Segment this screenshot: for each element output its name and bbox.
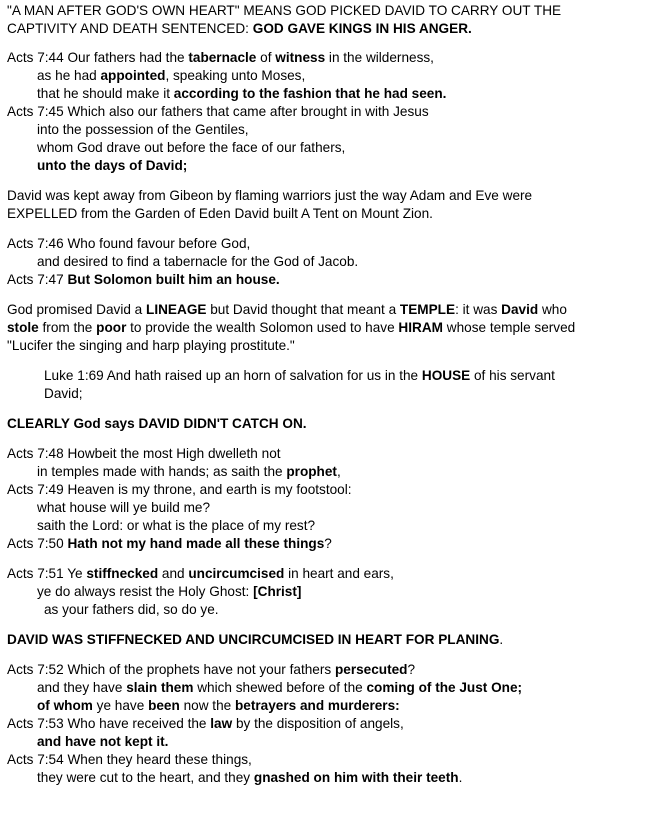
verse-emphasis: [Christ] [253,584,302,599]
verse-emphasis: stiffnecked [86,566,159,581]
verse-acts-7-44 [7,49,647,67]
intro-emphasis: GOD GAVE KINGS IN HIS ANGER. [252,21,472,36]
verse-text: Acts 7:48 Howbeit the most High dwelleth not [7,446,281,461]
verse-text: David; [44,386,83,401]
verse-text: ye do always resist the Holy Ghost: [37,584,254,599]
verse-text: Acts 7:54 When they heard these things, [7,752,252,767]
verse-emphasis: Hath not my hand made all these things [67,536,325,551]
verse-continuation [7,139,647,157]
commentary-emphasis: poor [96,320,127,335]
verse-text: Acts 7:50 [7,536,68,551]
verse-emphasis: unto the days of David; [37,158,188,173]
verse-emphasis: been [148,698,180,713]
verse-text: which shewed before of the [193,680,367,695]
commentary-lineage-line-3 [7,337,647,355]
verse-acts-7-46 [7,235,647,253]
verse-emphasis: law [210,716,233,731]
verse-acts-7-48 [7,445,647,463]
verse-continuation [7,85,647,103]
commentary-gibeon-line-2 [7,205,647,223]
commentary-text: whose temple served [442,320,576,335]
verse-text: , speaking unto Moses, [165,68,306,83]
verse-text: of [256,50,276,65]
heading-text: DAVID WAS STIFFNECKED AND UNCIRCUMCISED IN HEART FOR PLANING [7,632,500,647]
heading-text: CLEARLY God says DAVID DIDN'T CATCH ON. [7,416,307,431]
intro-text: CAPTIVITY AND DEATH SENTENCED: [7,21,253,36]
verse-text: Acts 7:44 Our fathers had the [7,50,189,65]
commentary-text: from the [38,320,97,335]
verse-continuation [7,463,647,481]
verse-text: in the wilderness, [325,50,434,65]
verse-text: and desired to find a tabernacle for the God of Jacob. [37,254,359,269]
verse-continuation [7,733,647,751]
verse-continuation [7,769,647,787]
verse-emphasis: uncircumcised [188,566,285,581]
verse-text: Acts 7:51 Ye [7,566,87,581]
verse-emphasis: tabernacle [188,50,257,65]
verse-emphasis: coming of the Just One; [366,680,523,695]
verse-emphasis: witness [275,50,326,65]
verse-text: Acts 7:47 [7,272,68,287]
intro-line-2 [7,20,647,38]
verse-emphasis: according to the fashion that he had seen. [173,86,447,101]
verse-text: Acts 7:53 Who have received the [7,716,211,731]
intro-line-1 [7,2,647,20]
commentary-emphasis: TEMPLE [399,302,456,317]
verse-continuation [7,679,647,697]
commentary-text: but David thought that meant a [206,302,400,317]
verse-acts-7-52 [7,661,647,679]
verse-text: into the possession of the Gentiles, [37,122,249,137]
verse-continuation [7,67,647,85]
verse-continuation [7,517,647,535]
verse-text: and [158,566,189,581]
verse-acts-7-45 [7,103,647,121]
verse-text: . [458,770,463,785]
commentary-text: God promised David a [7,302,147,317]
verse-text: in temples made with hands; as saith the [37,464,287,479]
commentary-text: to provide the wealth Solomon used to have [126,320,399,335]
verse-text: saith the Lord: or what is the place of my rest? [37,518,316,533]
verse-text: and they have [37,680,127,695]
commentary-text: David was kept away from Gibeon by flaming warriors just the way Adam and Eve were [7,188,533,203]
verse-text: ye have [92,698,149,713]
verse-text: ? [324,536,332,551]
commentary-emphasis: LINEAGE [146,302,207,317]
verse-emphasis: gnashed on him with their teeth [253,770,459,785]
verse-emphasis: But Solomon built him an house. [67,272,280,287]
verse-emphasis: persecuted [334,662,408,677]
verse-text: , [336,464,341,479]
verse-luke-1-69 [7,367,647,385]
verse-continuation [7,253,647,271]
verse-text: in heart and ears, [284,566,394,581]
verse-emphasis: and have not kept it. [37,734,169,749]
verse-emphasis: of whom [37,698,93,713]
verse-text: ? [407,662,416,677]
verse-continuation [7,385,647,403]
verse-text: Acts 7:49 Heaven is my throne, and earth is my footstool: [7,482,352,497]
commentary-emphasis: stole [7,320,39,335]
verse-continuation [7,697,647,715]
verse-acts-7-54 [7,751,647,769]
verse-acts-7-51 [7,565,647,583]
verse-continuation [7,121,647,139]
verse-text: Acts 7:52 Which of the prophets have not your fathers [7,662,335,677]
verse-text: by the disposition of angels, [232,716,404,731]
section-heading-stiffnecked [7,631,647,649]
heading-text: . [499,632,504,647]
verse-acts-7-49 [7,481,647,499]
commentary-lineage-line-2 [7,319,647,337]
commentary-text: : it was [455,302,502,317]
document-page [7,2,647,787]
verse-text: as your fathers did, so do ye. [44,602,219,617]
verse-emphasis: prophet [286,464,337,479]
verse-acts-7-53 [7,715,647,733]
verse-text: of his servant [470,368,555,383]
commentary-emphasis: HIRAM [398,320,443,335]
verse-text: Acts 7:46 Who found favour before God, [7,236,251,251]
verse-emphasis: HOUSE [421,368,471,383]
verse-text: what house will ye build me? [37,500,211,515]
verse-acts-7-50 [7,535,647,553]
commentary-lineage-line-1 [7,301,647,319]
verse-text: as he had [37,68,101,83]
verse-text: Acts 7:45 Which also our fathers that came after brought in with Jesus [7,104,429,119]
verse-continuation [7,601,647,619]
verse-text: Luke 1:69 And hath raised up an horn of salvation for us in the [44,368,422,383]
verse-emphasis: slain them [126,680,194,695]
verse-continuation [7,499,647,517]
intro-text: "A MAN AFTER GOD'S OWN HEART" MEANS GOD PICKED DAVID TO CARRY OUT THE [7,3,562,18]
verse-acts-7-47 [7,271,647,289]
commentary-emphasis: David [501,302,539,317]
section-heading-clearly [7,415,647,433]
verse-continuation [7,583,647,601]
verse-text: now the [179,698,235,713]
verse-text: whom God drave out before the face of our fathers, [37,140,346,155]
verse-emphasis: betrayers and murderers: [234,698,400,713]
commentary-text: who [538,302,567,317]
commentary-gibeon-line-1 [7,187,647,205]
commentary-text: "Lucifer the singing and harp playing prostitute." [7,338,295,353]
verse-text: they were cut to the heart, and they [37,770,254,785]
verse-emphasis: appointed [100,68,166,83]
commentary-text: EXPELLED from the Garden of Eden David built A Tent on Mount Zion. [7,206,433,221]
verse-continuation [7,157,647,175]
verse-text: that he should make it [37,86,174,101]
